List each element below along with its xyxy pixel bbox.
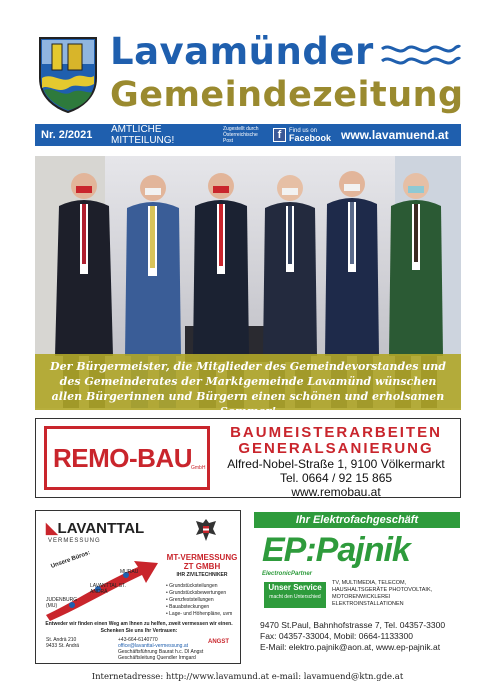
lavanttal-phone: +43-664-6140770 [118, 637, 158, 643]
remobau-phone: Tel. 0664 / 92 15 865 [279, 471, 393, 485]
mt-subtitle: IHR ZIVILTECHNIKER [176, 572, 228, 578]
pajnik-address: 9470 St.Paul, Bahnhofstrasse 7, Tel. 04357-3300 [260, 620, 446, 630]
postal-note: Zugestellt durch Österreichische Post [223, 126, 259, 144]
website-link[interactable]: www.lavamuend.at [341, 128, 449, 142]
office-place-murau: MURAU [120, 569, 139, 575]
masthead-title-line1: Lavamünder [110, 30, 374, 73]
lavanttal-logo [46, 519, 144, 537]
pajnik-contact [260, 620, 445, 653]
office-place-standrae: LAVANTTAL ST. ANDRÄ [90, 583, 126, 595]
remobau-logo-suffix: GmbH [191, 465, 206, 471]
pajnik-header: Ihr Elektrofachgeschäft [254, 512, 460, 528]
office-place-judenburg: JUDENBURG (MU) [46, 597, 78, 609]
pajnik-fax: Fax: 04357-33004, Mobil: 0664-1133300 [260, 631, 413, 641]
pajnik-service-sub: macht den Unterschied [269, 594, 321, 600]
lavanttal-logo-text: LAVANTTAL [57, 520, 145, 537]
mt-service-item: • Grundstücksteilungen [166, 583, 240, 590]
lavanttal-tagline: Entweder wir finden einen Weg am Ihnen zu helfen, zweit vermessen wir einen. [45, 621, 233, 627]
remobau-details [218, 425, 454, 499]
municipal-crest-logo [36, 34, 100, 114]
angst-partner-logo: ANGST [208, 639, 229, 645]
lavanttal-advertisement[interactable] [35, 510, 241, 664]
remobau-website[interactable]: www.remobau.at [291, 485, 381, 499]
masthead-title-line2: Gemeindezeitung [110, 75, 464, 115]
issue-number: Nr. 2/2021 [41, 129, 93, 141]
pajnik-services: TV, MULTIMEDIA, TELECOM, HAUSHALTSGERÄTE PHOTOVOLTAIK, MOTORENWICKLEREI ELEKTROINSTALLATIONEN [332, 580, 433, 607]
austrian-eagle-icon [194, 517, 218, 543]
facebook-find-text: Find us on [288, 128, 318, 134]
pajnik-service-title: Unser Service [268, 583, 322, 592]
official-notice: AMTLICHE MITTEILUNG! [111, 124, 175, 146]
mt-service-item: • Grenzfeststellungen [166, 597, 240, 604]
pajnik-advertisement[interactable] [254, 512, 460, 664]
facebook-icon: f [273, 128, 286, 142]
waves-icon [380, 40, 462, 70]
mt-service-item: • Lage- und Höhenpläne, uvm [166, 611, 240, 618]
mt-service-item: • Grundstücksbewertungen [166, 590, 240, 597]
pajnik-logo-sub: ElectronicPartner [262, 571, 313, 577]
offices-label: Unsere Büros: [50, 550, 92, 570]
photo-caption: Der Bürgermeister, die Mitglieder des Gemeindevorstandes und des Gemeinderates der Marktgemeinde Lavamünd wünschen allen Bürgerinnen und Bürgern einen schönen und erholsamen Sommer! [35, 354, 461, 410]
lavanttal-management2: Geschäftsleitung Quendler Irmgard [118, 655, 196, 661]
remobau-headline2: GENERALSANIERUNG [238, 440, 434, 457]
lavanttal-triangle-icon: ◣ [46, 520, 58, 537]
mt-service-item: • Bauabsteckungen [166, 604, 240, 611]
mt-services-list [166, 583, 240, 618]
lavanttal-trust: Schenken Sie uns Ihr Vertrauen: [100, 628, 178, 634]
facebook-label [289, 128, 331, 142]
remobau-headline1: BAUMEISTERARBEITEN [230, 424, 442, 441]
pajnik-logo: EP:Pajnik [262, 531, 410, 569]
lavanttal-logo-sub: VERMESSUNG [48, 538, 101, 544]
lavanttal-email[interactable]: office@lavanttal-vermessung.at [118, 643, 189, 649]
pajnik-email[interactable]: E-Mail: elektro.pajnik@aon.at, www.ep-pajnik.at [260, 642, 441, 652]
remobau-logo-text: REMO-BAU [53, 443, 192, 473]
pajnik-service-badge [264, 582, 326, 608]
mt-vermessung-title [166, 553, 238, 580]
facebook-name-text: Facebook [288, 133, 331, 143]
mt-title-text: MT-VERMESSUNG ZT GMBH [166, 553, 238, 571]
lavanttal-address1: St. Andrä 210 [46, 637, 77, 643]
lavanttal-address2: 9433 St. Andrä [46, 643, 80, 649]
remobau-address: Alfred-Nobel-Straße 1, 9100 Völkermarkt [227, 457, 445, 471]
remobau-advertisement[interactable] [35, 418, 461, 498]
footer-contact: Internetadresse: http://www.lavamund.at e-mail: lavamuend@ktn.gde.at [91, 672, 404, 682]
lavanttal-management: Geschäftsführung Baurat h.c. DI Angst [118, 649, 204, 655]
info-band [35, 124, 461, 146]
facebook-link[interactable] [273, 128, 331, 142]
remobau-logo [44, 426, 210, 490]
